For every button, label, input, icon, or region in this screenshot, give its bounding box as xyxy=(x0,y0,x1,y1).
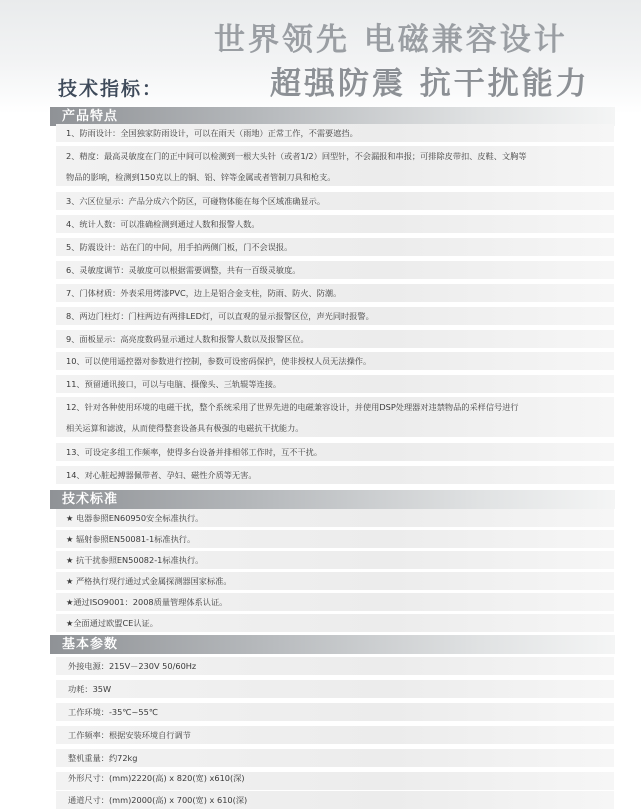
standards-section-bar xyxy=(50,490,615,509)
feature-line: 物品的影响，检测到150克以上的铜、铝、锌等金属或者管制刀具和枪支。 xyxy=(66,172,336,182)
features-section-title: 产品特点 xyxy=(62,109,119,124)
param-line: 外形尺寸：(mm)2220(高) x 820(宽) x610(深) xyxy=(68,773,245,783)
standard-line: ★ 严格执行现行通过式金属探测器国家标准。 xyxy=(66,576,232,586)
standard-line: ★全面通过欧盟CE认证。 xyxy=(66,618,158,628)
param-line: 工作频率：根据安装环境自行调节 xyxy=(68,730,191,740)
feature-line: 5、防震设计：站在门的中间，用手拍两侧门板，门不会误报。 xyxy=(66,242,293,252)
standard-line: ★通过ISO9001：2008质量管理体系认证。 xyxy=(66,597,228,607)
feature-line: 1、防雨设计：全国独家防雨设计，可以在雨天（雨地）正常工作，不需要遮挡。 xyxy=(66,128,358,138)
page-title: 技术指标： xyxy=(58,78,164,100)
feature-line: 4、统计人数：可以准确检测到通过人数和报警人数。 xyxy=(66,219,260,229)
param-row xyxy=(56,749,614,767)
param-line: 功耗：35W xyxy=(68,684,112,694)
param-line: 通道尺寸：(mm)2000(高) x 700(宽) x 610(深) xyxy=(68,795,248,805)
param-line: 工作环境：-35℃~55℃ xyxy=(68,707,158,717)
feature-line: 12、针对各种使用环境的电磁干扰，整个系统采用了世界先进的电磁兼容设计，并使用DSP处理器对违禁物品的采样信号进行 xyxy=(66,402,519,412)
feature-line: 相关运算和滤波，从而使得整套设备具有极强的电磁抗干扰能力。 xyxy=(66,423,304,433)
feature-line: 7、门体材质：外表采用烤漆PVC，边上是铝合金支柱，防雨、防火、防潮。 xyxy=(66,288,342,298)
feature-line: 11、预留通讯接口，可以与电脑、摄像头、三轨辊等连接。 xyxy=(66,379,282,389)
params-section-bar xyxy=(50,635,615,654)
feature-line: 6、灵敏度调节：灵敏度可以根据需要调整，共有一百级灵敏度。 xyxy=(66,265,301,275)
param-line: 外接电源：215V－230V 50/60Hz xyxy=(68,661,197,671)
headline-top: 世界领先 电磁兼容设计 xyxy=(214,22,568,58)
standard-line: ★ 辐射参照EN50081-1标准执行。 xyxy=(66,534,196,544)
param-row xyxy=(56,680,614,698)
headline-bottom: 超强防震 抗干扰能力 xyxy=(270,66,590,102)
feature-line: 3、六区位显示：产品分成六个防区，可碰物体能在每个区域准确显示。 xyxy=(66,196,326,206)
feature-line: 10、可以使用遥控器对参数进行控制，参数可设密码保护，使非授权人员无法操作。 xyxy=(66,356,372,366)
param-line: 整机重量：约72kg xyxy=(68,753,138,763)
feature-line: 2、精度：最高灵敏度在门的正中间可以检测到一根大头针（或者1/2）回型针，不会漏报和串报；可排除皮带扣、皮鞋、文胸等 xyxy=(66,151,527,161)
feature-line: 9、面板显示：高亮度数码显示通过人数和报警人数以及报警区位。 xyxy=(66,334,309,344)
feature-line: 14、对心脏起搏器佩带者、孕妇、磁性介质等无害。 xyxy=(66,470,257,480)
standard-line: ★ 抗干扰参照EN50082-1标准执行。 xyxy=(66,555,204,565)
params-section-title: 基本参数 xyxy=(62,637,119,652)
standard-line: ★ 电器参照EN60950安全标准执行。 xyxy=(66,513,204,523)
feature-line: 13、可设定多组工作频率，使得多台设备并排相邻工作时，互不干扰。 xyxy=(66,447,323,457)
feature-line: 8、两边门柱灯：门柱两边有两排LED灯，可以直观的显示报警区位，声光同时报警。 xyxy=(66,311,374,321)
standards-section-title: 技术标准 xyxy=(62,492,119,507)
